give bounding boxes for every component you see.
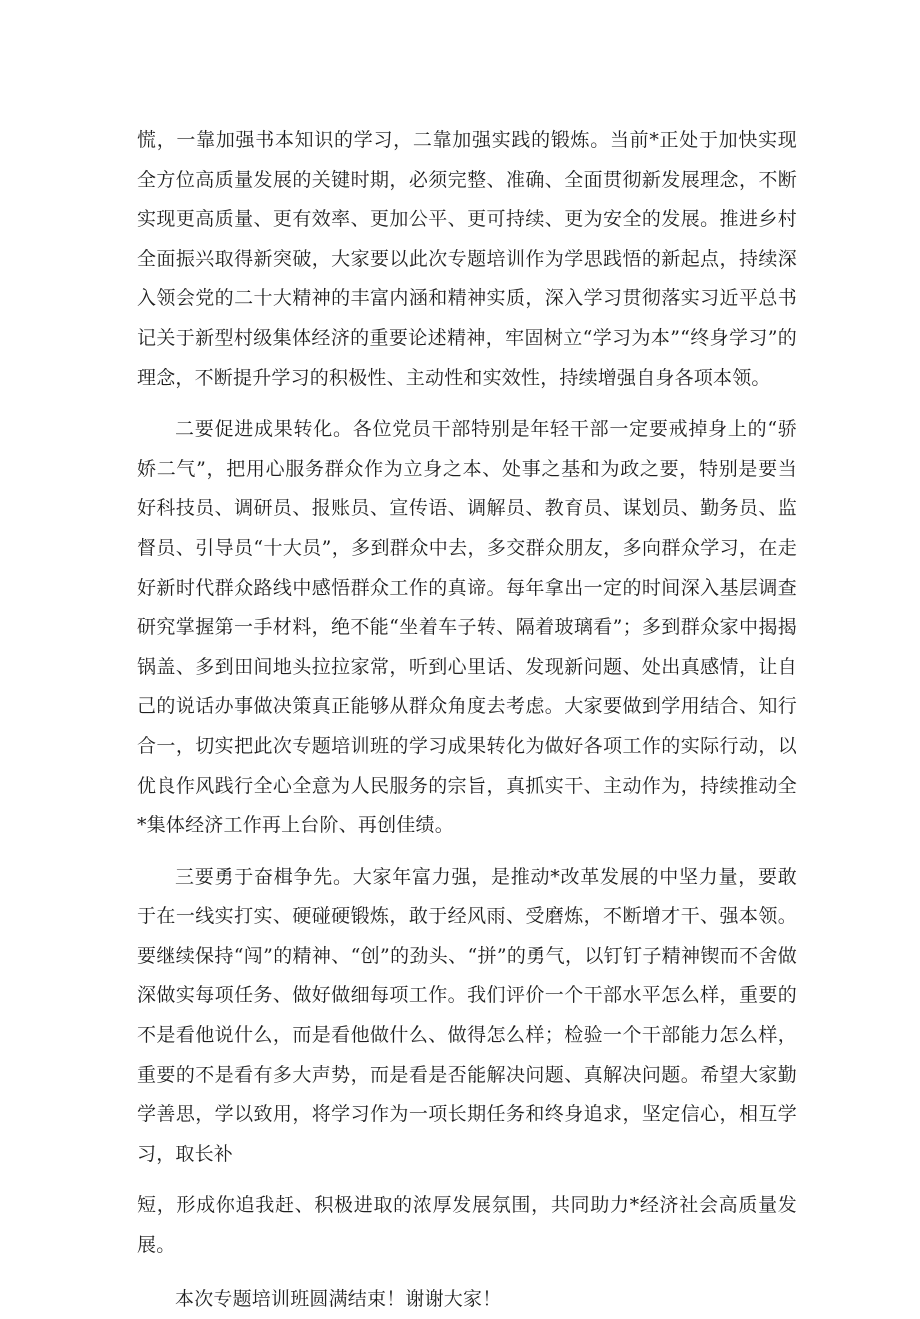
paragraph-study-continuation: 慌，一靠加强书本知识的学习，二靠加强实践的锻炼。当前*正处于加快实现全方位高质量发展的关键时期，必须完整、准确、全面贯彻新发展理念，不断实现更高质量、更有效率、更加公平、更可持续、更为安全的发展。推进乡村全面振兴取得新突破，大家要以此次专题培训作为学思践悟的新起点，持续深入领会党的二十大精神的丰富内涵和精神实质，深入学习贯彻落实习近平总书记关于新型村级集体经济的重要论述精神，牢固树立“学习为本”“终身学习”的理念，不断提升学习的积极性、主动性和实效性，持续增强自身各项本领。 [137, 129, 797, 389]
paragraph-strive-ahead-continuation: 短，形成你追我赶、积极进取的浓厚发展氛围，共同助力*经济社会高质量发展。 [137, 1194, 797, 1257]
paragraph-promote-results: 二要促进成果转化。各位党员干部特别是年轻干部一定要戒掉身上的“骄娇二气”，把用心服务群众作为立身之本、处事之基和为政之要，特别是要当好科技员、调研员、报账员、宣传语、调解员、教育员、谋划员、勤务员、监督员、引导员“十大员”，多到群众中去，多交群众朋友，多向群众学习，在走好新时代群众路线中感悟群众工作的真谛。每年拿出一定的时间深入基层调查研究掌握第一手材料，绝不能“坐着车子转、隔着玻璃看”；多到群众家中揭揭锅盖、多到田间地头拉拉家常，听到心里话、发现新问题、处出真感情，让自己的说话办事做决策真正能够从群众角度去考虑。大家要做到学用结合、知行合一，切实把此次专题培训班的学习成果转化为做好各项工作的实际行动，以优良作风践行全心全意为人民服务的宗旨，真抓实干、主动作为，持续推动全*集体经济工作再上台阶、再创佳绩。 [137, 418, 797, 837]
paragraph-strive-ahead: 三要勇于奋楫争先。大家年富力强，是推动*改革发展的中坚力量，要敢于在一线实打实、硬碰硬锻炼，敢于经风雨、受磨炼，不断增才干、强本领。要继续保持“闯”的精神、“创”的劲头、“拼”的勇气，以钉钉子精神锲而不舍做深做实每项任务、做好做细每项工作。我们评价一个干部水平怎么样，重要的不是看他说什么，而是看他做什么、做得怎么样；检验一个干部能力怎么样，重要的不是看有多大声势，而是看是否能解决问题、真解决问题。希望大家勤学善思，学以致用，将学习作为一项长期任务和终身追求，坚定信心，相互学习，取长补 [137, 865, 797, 1165]
paragraph-closing: 本次专题培训班圆满结束！谢谢大家！ [175, 1287, 502, 1310]
document-body [137, 121, 797, 1319]
